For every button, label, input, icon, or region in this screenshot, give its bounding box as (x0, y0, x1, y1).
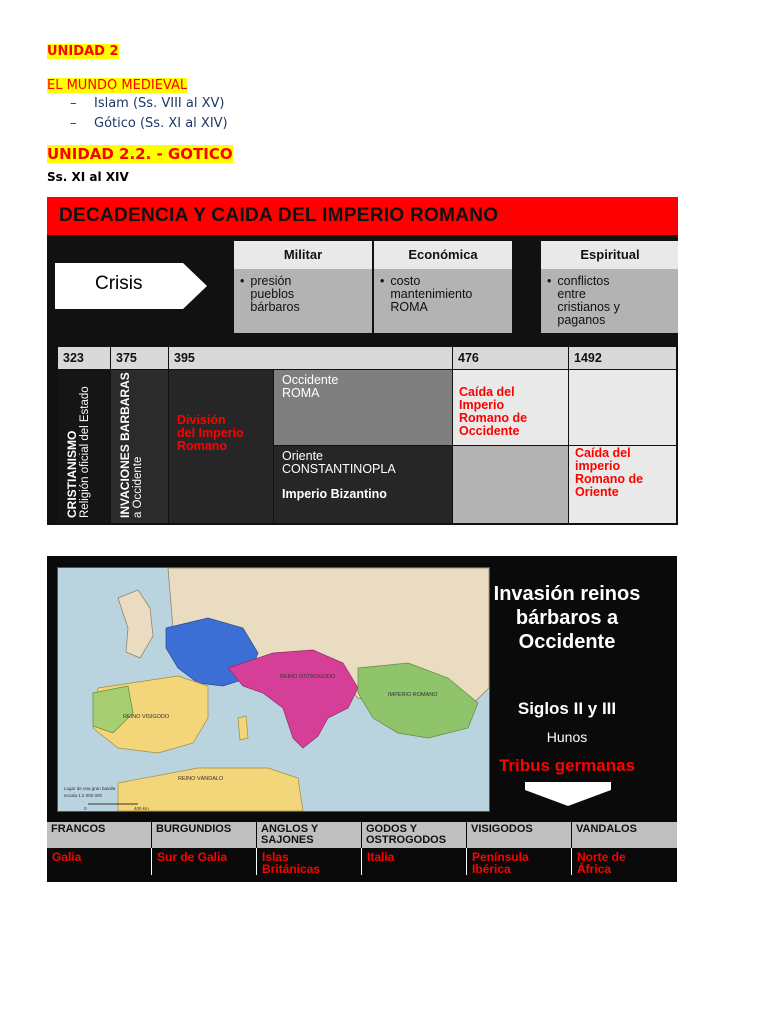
map-scale: 0 (84, 806, 87, 811)
slide-invasion (47, 556, 677, 882)
cell-occidente: Occidente ROMA (274, 370, 452, 445)
crisis-label: Crisis (95, 273, 143, 294)
down-arrow-icon (525, 782, 611, 806)
category-header: Militar (234, 241, 372, 269)
unit-heading: UNIDAD 2 (47, 44, 119, 59)
year-375: 375 (111, 347, 168, 369)
category-line: mantenimiento (390, 287, 473, 301)
category-militar (234, 241, 372, 333)
centuries-label: Ss. XI al XIV (47, 170, 129, 184)
invasiones-vertical-text: INVACIONES BARBARAS a Occidente (118, 372, 144, 518)
tribe-header: BURGUNDIOS (152, 822, 256, 848)
tribe-region: Península Ibérica (467, 848, 572, 875)
cell-oriente: Oriente CONSTANTINOPLA Imperio Bizantino (274, 446, 452, 523)
category-line: bárbaros (250, 300, 300, 314)
bullet-icon: • (240, 274, 245, 288)
cristianismo-vertical-text: CRISTIANISMO Religión oficial del Estado (65, 386, 91, 518)
year-476: 476 (453, 347, 568, 369)
map-label: IMPERIO ROMANO (388, 692, 438, 698)
tribe-region: Sur de Galia (152, 848, 257, 875)
cell-caida-occidente: Caída del Imperio Romano de Occidente (453, 370, 568, 445)
tribe-region: Galia (47, 848, 152, 875)
map-note: Lugar de una gran batalla (64, 786, 116, 791)
category-body (374, 269, 512, 333)
list-item: – Islam (Ss. VIII al XV) (70, 96, 225, 111)
year-395: 395 (169, 347, 452, 369)
category-line: ROMA (390, 300, 428, 314)
category-body (541, 269, 678, 333)
year-323: 323 (58, 347, 110, 369)
category-economica (374, 241, 512, 333)
tribe-region: Italia (362, 848, 467, 875)
tribe-header: VISIGODOS (467, 822, 571, 848)
siglos-label: Siglos II y III (517, 699, 617, 718)
map-note: escala 1:2 000 000 (64, 793, 103, 798)
slide-title: DECADENCIA Y CAIDA DEL IMPERIO ROMANO (47, 197, 678, 235)
tribe-header: FRANCOS (47, 822, 151, 848)
map-scale: 400 km (134, 806, 149, 811)
list-item: – Gótico (Ss. XI al XIV) (70, 116, 228, 131)
bullet-icon: • (380, 274, 385, 288)
map-label: REINO VÁNDALO (178, 776, 224, 782)
subunit-heading: UNIDAD 2.2. - GOTICO (47, 145, 233, 163)
cell-division: División del Imperio Romano (169, 370, 273, 523)
tribe-region: Islas Británicas (257, 848, 362, 875)
cell-empty (569, 370, 676, 445)
year-1492: 1492 (569, 347, 676, 369)
category-body (234, 269, 372, 333)
slide-decadencia (47, 197, 678, 525)
hunos-label: Hunos (546, 729, 588, 745)
tribus-label: Tribus germanas (498, 756, 636, 775)
europe-map (57, 567, 490, 812)
category-line: presión (250, 274, 292, 288)
bullet-icon: • (547, 274, 552, 288)
category-line: pueblos (250, 287, 295, 301)
category-espiritual (541, 241, 678, 333)
cell-caida-oriente: Caída del imperio Romano de Oriente (569, 446, 676, 523)
cell-invasiones (111, 370, 168, 523)
cell-cristianismo (58, 370, 110, 523)
map-label: REINO OSTROGODO (280, 674, 336, 680)
tribe-header: GODOS Y OSTROGODOS (362, 822, 466, 848)
category-header: Económica (374, 241, 512, 269)
tribe-region: Norte de África (572, 848, 677, 875)
map-label: REINO VISIGODO (123, 714, 170, 720)
category-line: conflictos (557, 274, 610, 288)
slide2-title: Invasión reinos bárbaros a Occidente (493, 583, 641, 653)
category-header: Espiritual (541, 241, 678, 269)
section-heading: EL MUNDO MEDIEVAL (47, 78, 188, 93)
category-line: costo (390, 274, 421, 288)
tribe-header: VANDALOS (572, 822, 677, 848)
cell-empty (453, 446, 568, 523)
category-line: entre (557, 287, 586, 301)
category-line: paganos (557, 313, 606, 327)
category-line: cristianos y (557, 300, 620, 314)
tribe-header: ANGLOS Y SAJONES (257, 822, 361, 848)
